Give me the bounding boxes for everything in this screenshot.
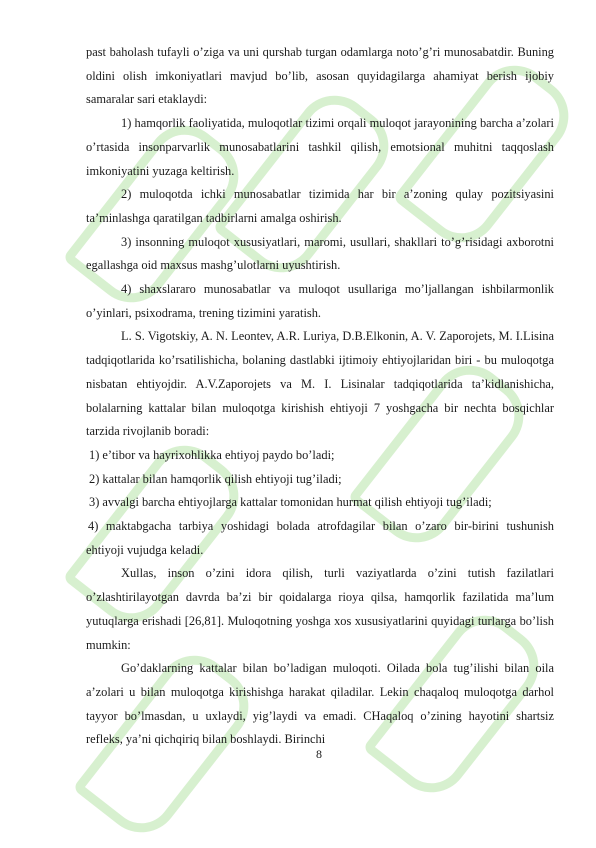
paragraph: Go’daklarning kattalar bilan bo’ladigan muloqoti. Oilada bola tug’ilishi bilan oila a’zolari u bilan muloqotga kirishishga harakat qiladilar. Lekin chaqaloq muloqotga darhol tayyor bo’lmasdan, u uxlaydi, yig’laydi va emadi. CHaqaloq o’zining hayotini shartsiz refleks, ya’ni qichqiriq bilan boshlaydi. Birinchi [86,661,554,747]
paragraph: L. S. Vigotskiy, A. N. Leontev, A.R. Luriya, D.B.Elkonin, A. V. Zaporojets, M. I.Lisina tadqiqotlarida ko’rsatilishicha, bolaning dastlabki ijtimoiy ehtiyojlaridan biri - bu muloqotga nisbatan ehtiyojdir. A.V.Zaporojets va M. I. Lisinalar tadqiqotlarida ta’kidlanishicha, bolalarning kattalar bilan muloqotga kirishish ehtiyoji 7 yoshgacha bir nechta bosqichlar tarzida rivojlanib boradi: [86,329,554,439]
document-body [86,41,554,752]
list-item: 1) e’tibor va hayrixohlikka ehtiyoj paydo bo’ladi; [89,447,335,462]
list-item: 2) muloqotda ichki munosabatlar tizimida har bir a’zoning qulay pozitsiyasini ta’minlashga qaratilgan tadbirlarni amalga oshirish. [86,187,554,225]
list-item: 3) insonning muloqot xususiyatlari, maromi, usullari, shakllari to’g’risidagi axborotni egallashga oid maxsus mashg’ulotlarni uyushtirish. [86,234,554,273]
page-number: 8 [316,747,322,761]
list-item: 4) maktabgacha tarbiya yoshidagi bolada atrofdagilar bilan o’zaro bir-birini tushunish ehtiyoji vujudga keladi. [86,519,554,557]
list-item: 1) hamqorlik faoliyatida, muloqotlar tizimi orqali muloqot jarayonining barcha a’zolari o’rtasida insonparvarlik munosabatlarini tashkil qilish, emotsional muhitni taqqoslash imkoniyatini yuzaga keltirish. [86,116,554,178]
list-item: 4) shaxslararo munosabatlar va muloqot usullariga mo’ljallangan ishbilarmonlik o’yinlari, psixodrama, trening tizimini yaratish. [86,282,554,320]
list-item: 3) avvalgi barcha ehtiyojlarga kattalar tomonidan hurmat qilish ehtiyoji tug’iladi; [89,495,492,510]
paragraph: past baholash tufayli o’ziga va uni qurshab turgan odamlarga noto’g’ri munosabatdir. Buning oldini olish imkoniyatlari mavjud bo’lib, asosan quyidagilarga ahamiyat berish ijobiy samaralar sari etaklaydi: [86,45,554,107]
list-item: 2) kattalar bilan hamqorlik qilish ehtiyoji tug’iladi; [89,471,342,486]
paragraph: Xullas, inson o’zini idora qilish, turli vaziyatlarda o’zini tutish fazilatlari o’zlashtirilayotgan davrda ba’zi bir qoidalarga rioya qilsa, hamqorlik fazilatida ma’lum yutuqlarga erishadi [26,81]. Muloqotning yoshga xos xususiyatlarini quyidagi turlarga bo’lish mumkin: [86,566,554,652]
